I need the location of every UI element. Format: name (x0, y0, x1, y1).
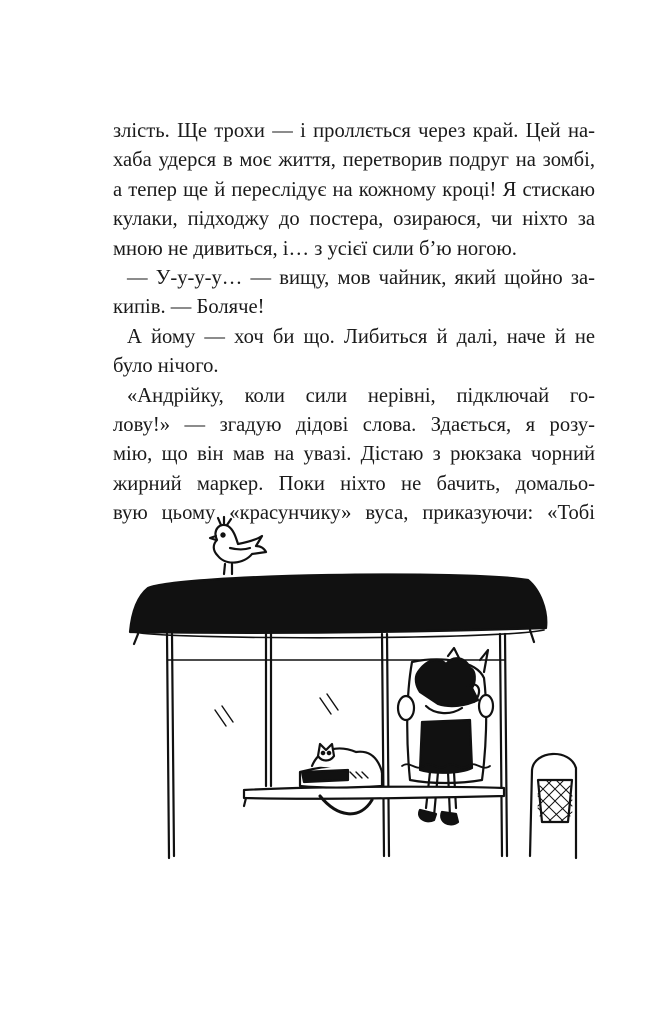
cat-icon (318, 744, 334, 761)
text-line: жирний маркер. Поки ніхто не бачить, домальо- (113, 472, 595, 495)
text-line: вую цьому «красунчику» вуса, приказуючи: «Тобі (113, 502, 595, 525)
text-line: мною не дивиться, і… з усієї сили б’ю ногою. (113, 237, 517, 260)
text-line: мію, що він мав на увазі. Дістаю з рюкзака чорний (113, 443, 595, 466)
text-line: кулаки, підходжу до постера, озираюся, чи ніхто за (113, 208, 595, 231)
text-line: а тепер ще й переслідує на кожному кроці! Я стискаю (113, 178, 595, 201)
trash-bin-icon (530, 754, 576, 858)
text-line: А йому — хоч би що. Либиться й далі, наче й не (127, 325, 595, 348)
bench-icon (244, 787, 504, 806)
backpack-icon (300, 749, 382, 814)
bird-icon (210, 517, 266, 574)
text-line: кипів. — Боляче! (113, 296, 265, 319)
text-line: — У-у-у-у… — вищу, мов чайник, який щойно за- (127, 266, 595, 289)
text-line: було нічого. (113, 355, 219, 378)
text-line: злість. Ще трохи — і проллється через край. Цей на- (113, 120, 595, 142)
text-line: лову!» — згадую дідові слова. Здається, я розу- (113, 413, 595, 436)
roof-icon (130, 574, 546, 644)
text-line: хаба удерся в моє життя, перетворив подруг на зомбі, (113, 149, 595, 172)
text-line: «Андрійку, коли сили нерівні, підключай го- (127, 384, 595, 407)
body-text (113, 117, 595, 528)
bus-stop-illustration-icon (120, 510, 610, 870)
